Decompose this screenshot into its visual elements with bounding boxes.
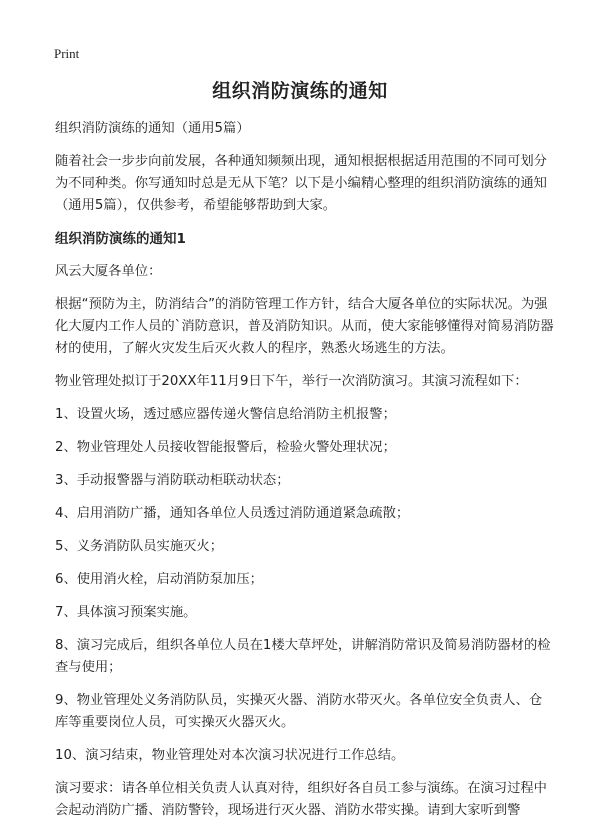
section-heading: 组织消防演练的通知1 <box>55 231 186 247</box>
intro-paragraph: 随着社会一步步向前发展，各种通知频频出现，通知根据根据适用范围的不同可划分为不同种类。你写通知时总是无从下笔？以下是小编精心整理的组织消防演练的通知（通用5篇），仅供参考，希望能够帮助到大家。 <box>55 154 547 213</box>
step-item: 3、手动报警器与消防联动柜联动状态； <box>55 473 290 488</box>
document-body <box>55 118 555 833</box>
body-paragraph: 根据“预防为主，防消结合”的消防管理工作方针，结合大厦各单位的实际状况。为强化大厦内工作人员的`消防意识，普及消防知识。从而，使大家能够懂得对简易消防器材的使用，了解火灾发生后灭火救人的程序，熟悉火场逃生的方法。 <box>55 297 554 356</box>
step-item: 1、设置火场，透过感应器传递火警信息给消防主机报警； <box>55 407 396 422</box>
step-item: 7、具体演习预案实施。 <box>55 605 197 620</box>
salutation: 风云大厦各单位： <box>55 264 162 279</box>
step-item: 9、物业管理处义务消防队员，实操灭火器、消防水带灭火。各单位安全负责人、仓库等重要岗位人员，可实操灭火器灭火。 <box>55 693 543 730</box>
step-item: 5、义务消防队员实施灭火； <box>55 539 224 554</box>
step-item: 6、使用消火栓，启动消防泵加压； <box>55 572 263 587</box>
step-item: 2、物业管理处人员接收智能报警后，检验火警处理状况； <box>55 440 396 455</box>
print-link[interactable]: Print <box>54 46 80 61</box>
step-item: 8、演习完成后，组织各单位人员在1楼大草坪处，讲解消防常识及简易消防器材的检查与使用； <box>55 638 551 675</box>
requirements-paragraph: 演习要求：请各单位相关负责人认真对待，组织好各自员工参与演练。在演习过程中会起动消防广播、消防警铃，现场进行灭火器、消防水带实操。请到大家听到警 <box>55 781 547 818</box>
document-subtitle: 组织消防演练的通知（通用5篇） <box>55 121 250 136</box>
document-title: 组织消防演练的通知 <box>212 80 388 102</box>
step-item: 4、启用消防广播，通知各单位人员透过消防通道紧急疏散； <box>55 506 410 521</box>
body-paragraph: 物业管理处拟订于20XX年11月9日下午，举行一次消防演习。其演习流程如下： <box>55 374 528 389</box>
step-item: 10、演习结束，物业管理处对本次演习状况进行工作总结。 <box>55 748 405 763</box>
